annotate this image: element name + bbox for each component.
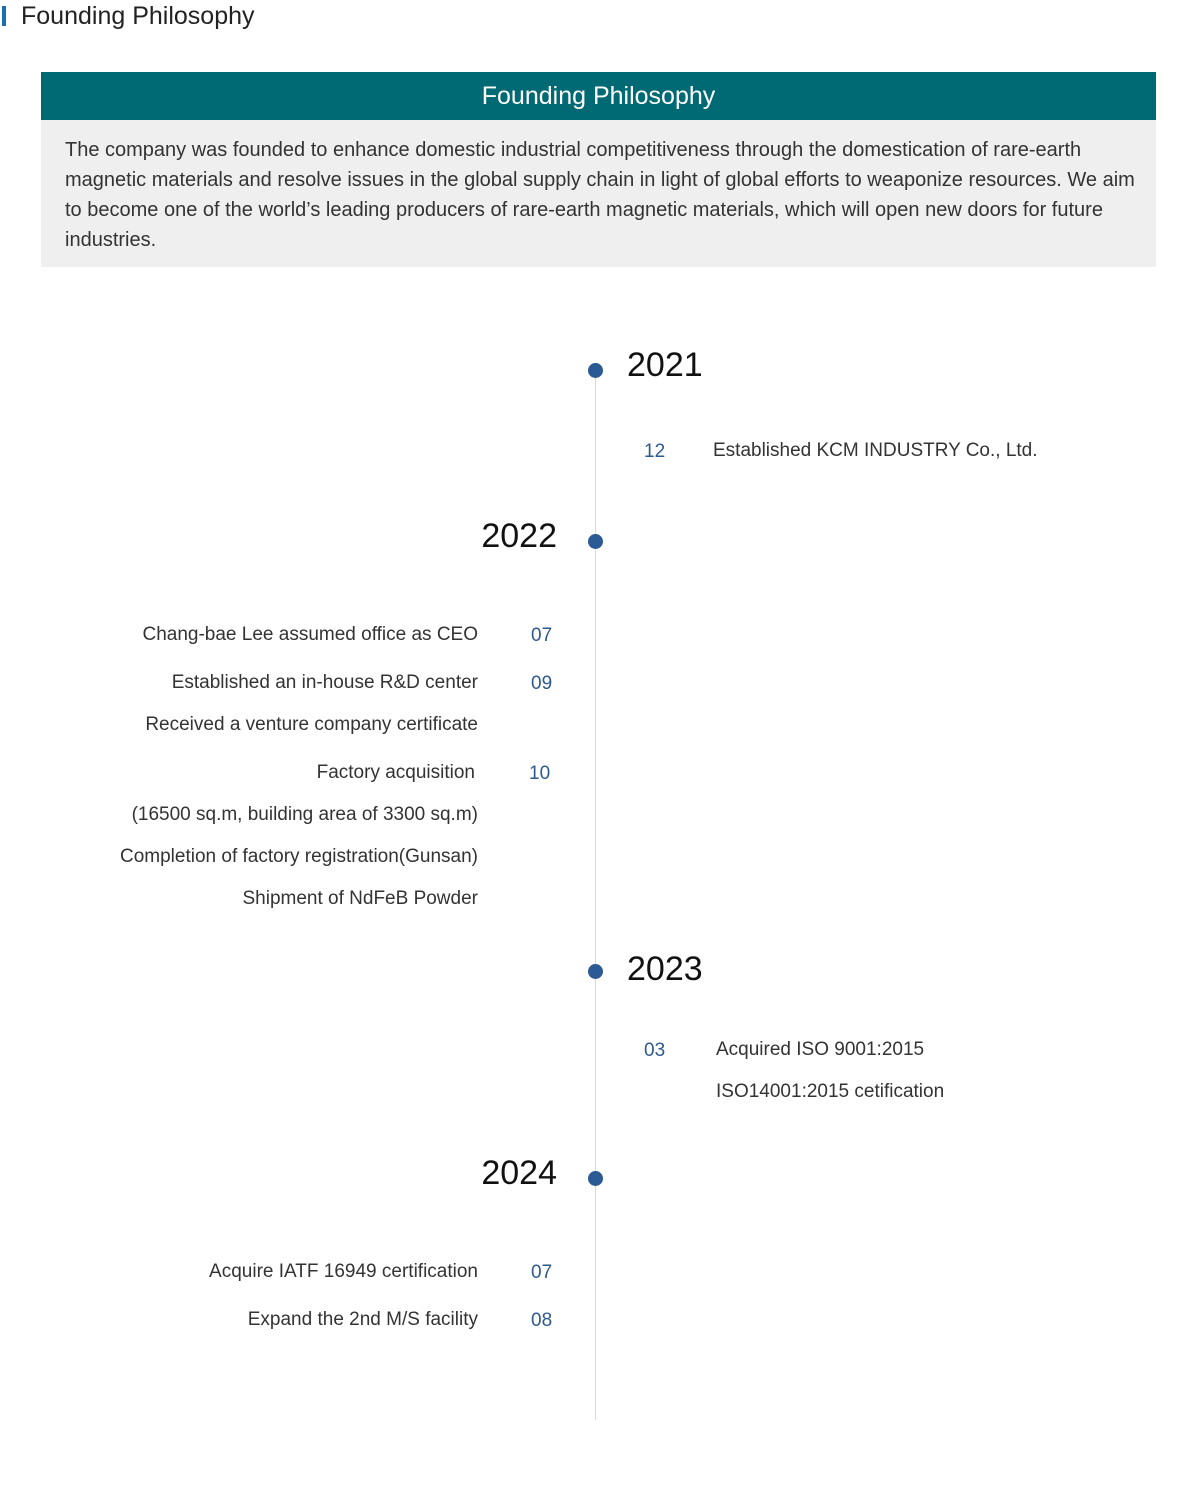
timeline-event: ISO14001:2015 cetification <box>716 1081 945 1102</box>
timeline-event: Acquired ISO 9001:2015 <box>716 1039 925 1060</box>
month-label: 07 <box>531 625 553 646</box>
year-2021: 2021 <box>627 346 703 384</box>
month-label: 12 <box>644 441 666 462</box>
timeline-event: Shipment of NdFeB Powder <box>242 888 478 909</box>
philosophy-panel <box>41 72 1156 267</box>
timeline-event: Acquire IATF 16949 certification <box>209 1261 478 1282</box>
page-heading <box>0 0 600 34</box>
timeline-event: Completion of factory registration(Gunsan) <box>120 846 478 867</box>
philosophy-text: The company was founded to enhance domestic industrial competitiveness through the domestication of rare-earth magnetic materials and resolve issues in the global supply chain in light of global efforts to weaponize resources. We aim to become one of the world’s leading producers of rare-earth magnetic materials, which will open new doors for future industries. <box>65 139 1135 251</box>
month-label: 10 <box>529 763 551 784</box>
philosophy-heading: Founding Philosophy <box>41 72 1156 120</box>
year-2024: 2024 <box>481 1154 557 1192</box>
timeline-event: Factory acquisition <box>316 762 475 783</box>
month-label: 08 <box>531 1310 553 1331</box>
month-label: 07 <box>531 1262 553 1283</box>
timeline-dot <box>588 534 603 549</box>
timeline-event: Established an in-house R&D center <box>171 672 478 693</box>
timeline-event: (16500 sq.m, building area of 3300 sq.m) <box>131 804 478 825</box>
month-label: 09 <box>531 673 553 694</box>
timeline-dot <box>588 363 603 378</box>
page-title: Founding Philosophy <box>21 2 255 30</box>
timeline-dot <box>588 1171 603 1186</box>
timeline-event: Chang-bae Lee assumed office as CEO <box>142 624 478 645</box>
year-2023: 2023 <box>627 950 703 988</box>
timeline-event: Received a venture company certificate <box>145 714 478 735</box>
timeline-line <box>595 370 596 1420</box>
timeline-event: Established KCM INDUSTRY Co., Ltd. <box>713 440 1038 461</box>
timeline-event: Expand the 2nd M/S facility <box>247 1309 478 1330</box>
timeline-dot <box>588 964 603 979</box>
year-2022: 2022 <box>481 517 557 555</box>
heading-accent-bar <box>2 6 6 26</box>
month-label: 03 <box>644 1040 666 1061</box>
